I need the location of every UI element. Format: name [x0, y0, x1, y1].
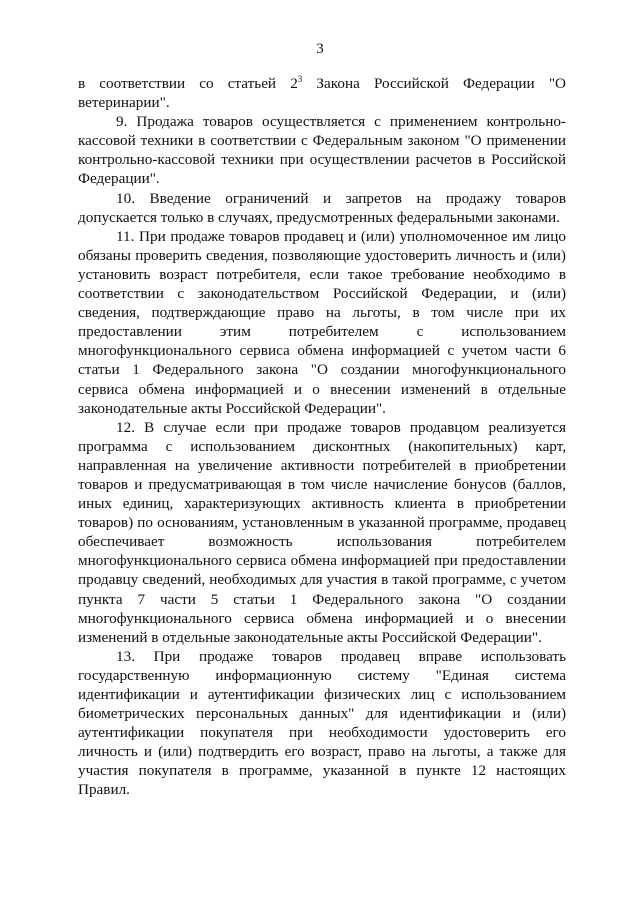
paragraph-12: 12. В случае если при продаже товаров продавцом реализуется программа с использованием дисконтных (накопительных) карт, направленная на увеличение активности потребителей в приобретении товаров и предусматривающая в том числе начисление бонусов (баллов, иных единиц, характеризующих активность клиента в приобретении товаров) по основаниям, установленным в указанной программе, продавец обеспечивает возможность использования потребителем многофункционального сервиса обмена информацией при предоставлении продавцу сведений, необходимых для участия в такой программе, с учетом пункта 7 части 5 статьи 1 Федерального закона "О создании многофункционального сервиса обмена информацией и о внесении изменений в отдельные законодательные акты Российской Федерации". — [78, 418, 566, 646]
superscript-article-number: 3 — [297, 74, 303, 84]
paragraph-continuation — [78, 74, 566, 112]
page-number: 3 — [316, 41, 324, 57]
paragraph-11: 11. При продаже товаров продавец и (или) уполномоченное им лицо обязаны проверить сведения, позволяющие удостоверить личность и (или) установить возраст потребителя, если такое требование необходимо в соответствии с законодательством Российской Федерации, и (или) сведения, подтверждающие право на льготы, в том числе при их предоставлении этим потребителем с использованием многофункционального сервиса обмена информацией с учетом части 6 статьи 1 Федерального закона "О создании многофункционального сервиса обмена информацией и о внесении изменений в отдельные законодательные акты Российской Федерации". — [78, 227, 566, 417]
paragraph-9: 9. Продажа товаров осуществляется с применением контрольно-кассовой техники в соответствии с Федеральным законом "О применении контрольно-кассовой техники при осуществлении расчетов в Российской Федерации". — [78, 113, 566, 188]
document-body — [78, 74, 566, 800]
paragraph-10: 10. Введение ограничений и запретов на продажу товаров допускается только в случаях, предусмотренных федеральными законами. — [78, 189, 566, 226]
paragraph-text: в соответствии со статьей 2 — [78, 75, 298, 92]
paragraph-text-tail: Закона Российской Федерации "О ветеринарии". — [78, 75, 566, 112]
paragraph-13: 13. При продаже товаров продавец вправе использовать государственную информационную систему "Единая система идентификации и аутентификации физических лиц с использованием биометрических персональных данных" для идентификации и (или) аутентификации покупателя при необходимости удостоверить его личность и (или) подтвердить его возраст, право на льготы, а также для участия покупателя в программе, указанной в пункте 12 настоящих Правил. — [78, 647, 566, 799]
